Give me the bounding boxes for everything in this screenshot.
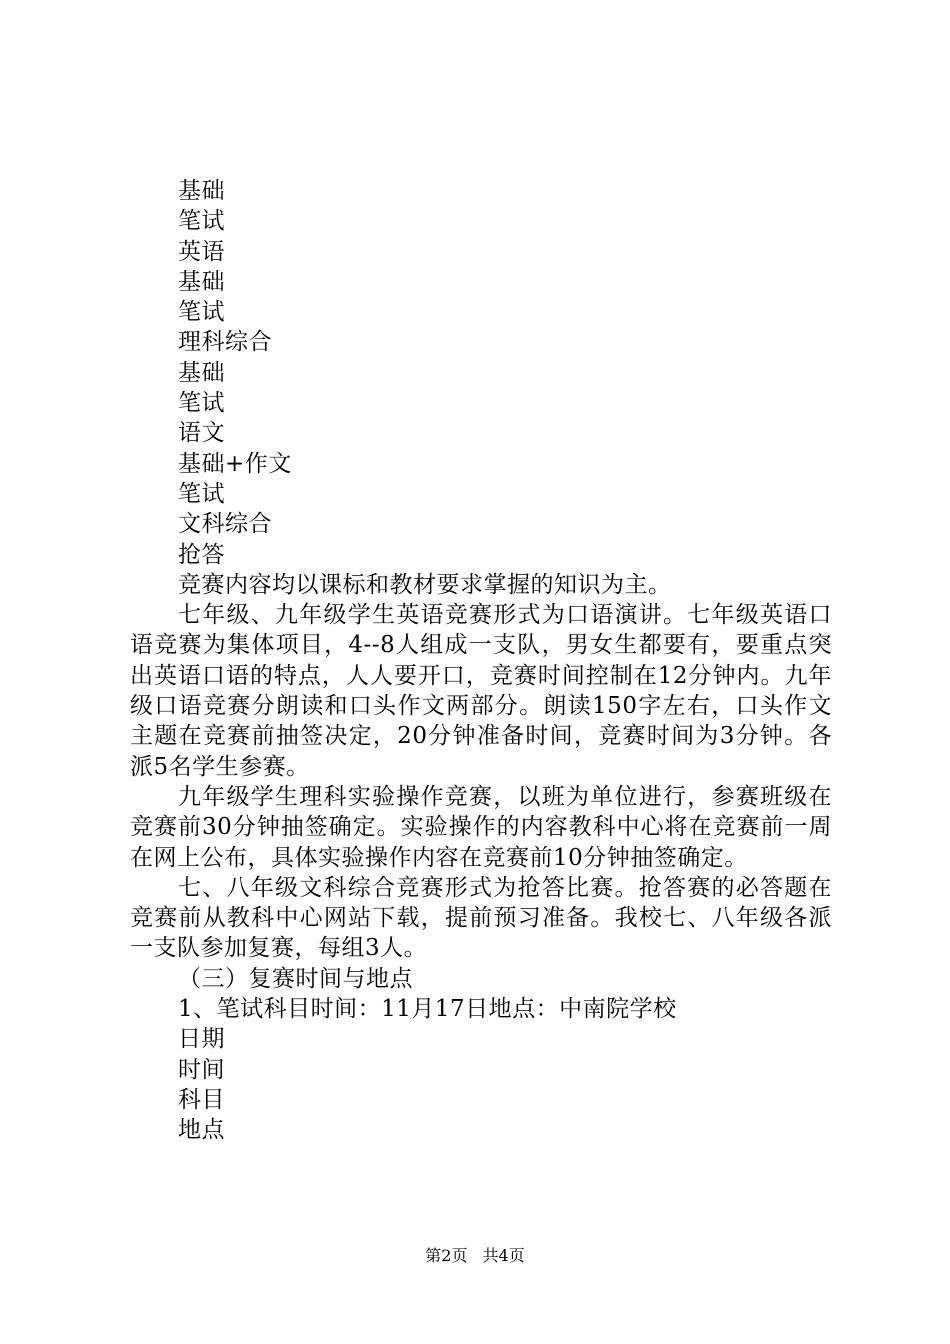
paragraph-liberal-arts-contest: 七、八年级文科综合竞赛形式为抢答比赛。抢答赛的必答题在竞赛前从教科中心网站下载，提前预习准备。我校七、八年级各派一支队参加复赛，每组3人。 [130,874,832,962]
page-total: 共4页 [482,1246,525,1265]
text-line: 基础 [178,268,225,295]
text-line: 地点 [178,1117,225,1144]
text-line: 基础 [178,178,225,204]
schedule-item: 1、笔试科目时间：11月17日地点：中南院学校 [178,996,677,1023]
text-line: 英语 [178,238,225,265]
text-line: 科目 [178,1086,225,1113]
text-line: 语文 [178,420,225,447]
text-line: 笔试 [178,480,225,507]
document-body [130,176,832,1146]
text-line: 时间 [178,1056,225,1083]
text-line: 笔试 [178,390,225,417]
text-line: 抢答 [178,541,225,568]
text-line: 理科综合 [178,329,272,356]
section-heading: （三）复赛时间与地点 [178,965,413,992]
text-line: 笔试 [178,299,225,326]
paragraph-science-contest: 九年级学生理科实验操作竞赛，以班为单位进行，参赛班级在竞赛前30分钟抽签确定。实验操作的内容教科中心将在竞赛前一周在网上公布，具体实验操作内容在竞赛前10分钟抽签确定。 [130,783,832,871]
page-footer [0,1246,950,1266]
summary-line: 竞赛内容均以课标和教材要求掌握的知识为主。 [178,571,672,598]
paragraph-english-contest: 七年级、九年级学生英语竞赛形式为口语演讲。七年级英语口语竞赛为集体项目，4--8人组成一支队，男女生都要有，要重点突出英语口语的特点，人人要开口，竞赛时间控制在12分钟内。九年级口语竞赛分朗读和口头作文两部分。朗读150字左右，口头作文主题在竞赛前抽签决定，20分钟准备时间，竞赛时间为3分钟。各派5名学生参赛。 [130,602,832,780]
text-line: 日期 [178,1026,225,1053]
text-line: 笔试 [178,208,225,235]
page-number: 第2页 [425,1246,468,1265]
text-line: 基础+作文 [178,450,292,477]
text-line: 文科综合 [178,511,272,538]
text-line: 基础 [178,359,225,386]
